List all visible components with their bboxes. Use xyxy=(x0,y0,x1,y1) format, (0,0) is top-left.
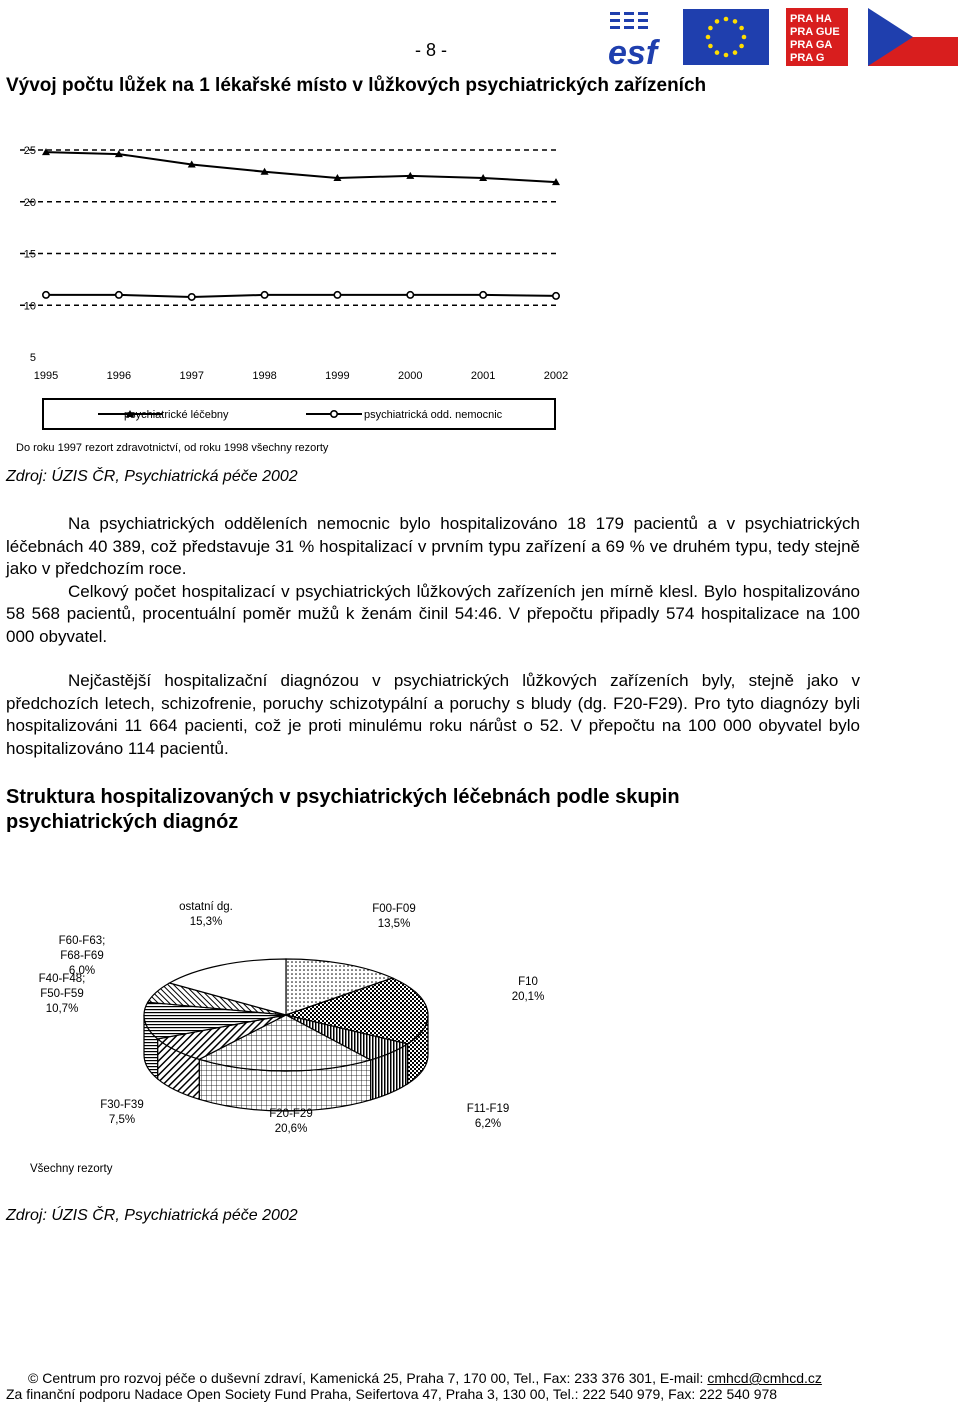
x-tick-label: 1999 xyxy=(325,370,350,382)
x-tick-label: 1996 xyxy=(106,370,132,382)
praha-logo-line: PRA GUE xyxy=(790,26,840,38)
legend-label: psychiatrické léčebny xyxy=(124,409,229,421)
paragraph: Celkový počet hospitalizací v psychiatrických lůžkových zařízeních jen mírně klesl. Bylo hospitalizováno 58 568 pacientů, procentuální poměr mužů k ženám činil 54:46. V přepočtu připadly 574 hospitalizace na 100 000 obyvatel. xyxy=(6,581,860,646)
data-point xyxy=(407,292,413,298)
footer-text: © Centrum pro rozvoj péče o duševní zdraví, Kamenická 25, Praha 7, 170 00, Tel., Fax: 233 376 301, E-mail: xyxy=(28,1370,708,1386)
eu-star-icon xyxy=(706,35,711,40)
pie-label: F10 20,1% xyxy=(511,976,545,1003)
data-point xyxy=(189,294,195,300)
eu-star-icon xyxy=(708,44,713,49)
pie-label: F00-F09 13,5% xyxy=(372,903,416,930)
paragraph: Nejčastější hospitalizační diagnózou v psychiatrických lůžkových zařízeních byly, stejně jako v předchozích letech, schizofrenie, poruchy schizotypální a poruchy s bludy (dg. F20-F29). Pro tyto diagnózy byli hospitalizováni 11 664 pacienti, což je proti minulému roku nárůst o 52. V přepočtu na 100 000 obyvatel bylo hospitalizováno 114 pacientů. xyxy=(6,671,860,758)
x-tick-label: 1998 xyxy=(252,370,277,382)
czech-flag-icon xyxy=(868,8,958,66)
esf-logo xyxy=(608,8,682,66)
data-point xyxy=(331,411,337,417)
y-tick-label: 25 xyxy=(23,145,36,157)
source-note: Zdroj: ÚZIS ČR, Psychiatrická péče 2002 xyxy=(6,1207,298,1224)
body-text xyxy=(6,670,860,760)
section-title: Vývoj počtu lůžek na 1 lékařské místo v lůžkových psychiatrických zařízeních xyxy=(6,75,707,96)
x-tick-label: 1997 xyxy=(179,370,204,382)
eu-flag-icon xyxy=(683,9,769,65)
series-psych-hospitals xyxy=(42,148,560,185)
chart-note: Do roku 1997 rezort zdravotnictví, od roku 1998 všechny rezorty xyxy=(16,442,329,454)
chart-note: Všechny rezorty xyxy=(30,1163,113,1175)
praha-logo xyxy=(786,8,848,66)
diagnosis-pie-chart xyxy=(6,880,566,1180)
eu-star-icon xyxy=(733,50,738,55)
data-point xyxy=(480,292,486,298)
pie-label: F11-F19 6,2% xyxy=(466,1103,510,1130)
series-psych-wards xyxy=(43,292,559,300)
pie-label: F20-F29 20,6% xyxy=(269,1108,313,1135)
praha-logo-line: PRA GA xyxy=(790,39,833,51)
page-number: - 8 - xyxy=(415,40,448,60)
eu-star-icon xyxy=(724,17,729,22)
data-point xyxy=(261,292,267,298)
eu-star-icon xyxy=(739,26,744,31)
pie-label: F60-F63; F68-F69 6,0% xyxy=(58,935,106,977)
footer-line: Za finanční podporu Nadace Open Society Fund Praha, Seifertova 47, Praha 3, 130 00, Tel.: 222 540 979, Fax: 222 540 978 xyxy=(6,1386,778,1402)
eu-star-icon xyxy=(715,19,720,24)
y-tick-label: 10 xyxy=(23,300,36,313)
section-title: Struktura hospitalizovaných v psychiatrických léčebnách podle skupin psychiatrických diagnóz xyxy=(6,786,680,833)
x-tick-label: 2001 xyxy=(470,370,496,382)
pie-label: F30-F39 7,5% xyxy=(100,1099,144,1126)
x-tick-label: 2002 xyxy=(543,370,569,382)
beds-line-chart xyxy=(6,138,576,460)
eu-star-icon xyxy=(715,50,720,55)
esf-logo-text: esf xyxy=(608,34,658,66)
praha-logo-line: PRA G xyxy=(790,52,825,64)
y-tick-label: 15 xyxy=(23,248,36,261)
pie-label: F40-F48; F50-F59 10,7% xyxy=(38,973,86,1015)
legend-item xyxy=(98,409,229,421)
legend-label: psychiatrická odd. nemocnic xyxy=(364,409,503,421)
data-point xyxy=(116,292,122,298)
y-tick-label: 5 xyxy=(29,352,36,364)
y-tick-label: 20 xyxy=(23,196,36,209)
praha-logo-line: PRA HA xyxy=(790,13,832,25)
pie-label: ostatní dg. 15,3% xyxy=(179,901,233,928)
legend-item xyxy=(306,409,503,421)
data-point xyxy=(43,292,49,298)
source-note: Zdroj: ÚZIS ČR, Psychiatrická péče 2002 xyxy=(6,468,298,485)
data-point xyxy=(553,293,559,299)
x-tick-label: 1995 xyxy=(33,370,59,382)
footer-email-link[interactable]: cmhcd@cmhcd.cz xyxy=(707,1370,822,1386)
x-tick-label: 2000 xyxy=(398,370,423,382)
eu-star-icon xyxy=(708,26,713,31)
body-text xyxy=(6,513,860,648)
paragraph: Na psychiatrických odděleních nemocnic bylo hospitalizováno 18 179 pacientů a v psychiatrických léčebnách 40 389, což představuje 31 % hospitalizací v prvním typu zařízení a 69 % ve druhém typu, tedy stejně jako v předchozím roce. xyxy=(6,514,860,578)
footer-line xyxy=(28,1370,960,1386)
eu-star-icon xyxy=(733,19,738,24)
data-point xyxy=(334,292,340,298)
eu-star-icon xyxy=(724,53,729,58)
eu-star-icon xyxy=(742,35,747,40)
eu-star-icon xyxy=(739,44,744,49)
